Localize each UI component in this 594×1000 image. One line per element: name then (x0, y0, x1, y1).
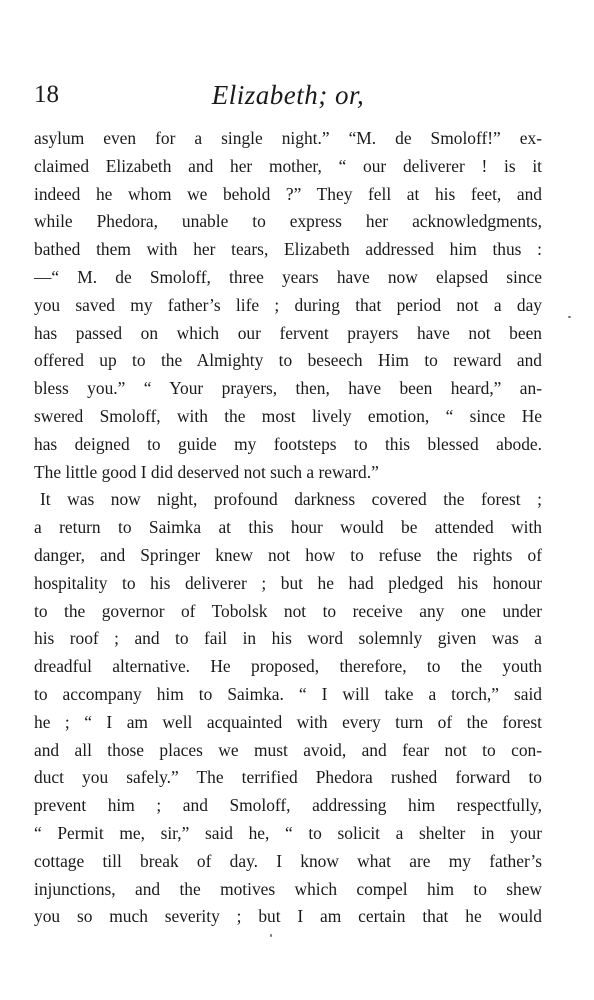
text-line: “ Permit me, sir,” said he, “ to solicit a shelter in your (34, 822, 542, 843)
text-line: to accompany him to Saimka. “ I will take a torch,” said (34, 683, 542, 704)
print-speck (568, 316, 571, 318)
page-number: 18 (34, 81, 59, 108)
text-line: he ; “ I am well acquainted with every turn of the forest (34, 711, 542, 732)
body-text (34, 125, 542, 931)
text-line: prevent him ; and Smoloff, addressing him respectfully, (34, 795, 542, 816)
text-line: asylum even for a single night.” “M. de Smoloff!” ex- (34, 128, 542, 148)
page-header (34, 80, 542, 114)
text-line: has passed on which our fervent prayers have not been (34, 322, 542, 343)
text-line: his roof ; and to fail in his word solemnly given was a (34, 628, 542, 649)
text-line: —“ M. de Smoloff, three years have now elapsed since (34, 266, 542, 287)
text-line: bless you.” “ Your prayers, then, have been heard,” an- (34, 378, 542, 399)
print-speck (270, 934, 272, 937)
text-line: you so much severity ; but I am certain that he would (34, 906, 542, 927)
text-line: you saved my father’s life ; during that period not a day (34, 294, 542, 315)
text-line: offered up to the Almighty to beseech Him to reward and (34, 350, 542, 371)
text-line: while Phedora, unable to express her acknowledgments, (34, 211, 542, 232)
text-line: injunctions, and the motives which compel him to shew (34, 878, 542, 899)
text-line: to the governor of Tobolsk not to receive any one under (34, 600, 542, 621)
text-line: It was now night, profound darkness covered the forest ; (40, 489, 542, 510)
text-line: bathed them with her tears, Elizabeth addressed him thus : (34, 239, 542, 260)
text-line: a return to Saimka at this hour would be attended with (34, 517, 542, 538)
text-line: swered Smoloff, with the most lively emotion, “ since He (34, 405, 542, 426)
text-line: cottage till break of day. I know what are my father’s (34, 850, 542, 871)
text-line: danger, and Springer knew not how to refuse the rights of (34, 544, 542, 565)
text-line: duct you safely.” The terrified Phedora rushed forward to (34, 767, 542, 788)
text-line: claimed Elizabeth and her mother, “ our deliverer ! is it (34, 155, 542, 176)
running-title: Elizabeth; or, (211, 80, 365, 110)
text-line: indeed he whom we behold ?” They fell at his feet, and (34, 183, 542, 204)
text-line: has deigned to guide my footsteps to this blessed abode. (34, 433, 542, 454)
text-line: dreadful alternative. He proposed, therefore, to the youth (34, 656, 542, 677)
text-line: and all those places we must avoid, and fear not to con- (34, 739, 542, 760)
text-line: hospitality to his deliverer ; but he had pledged his honour (34, 572, 542, 593)
text-line: The little good I did deserved not such a reward.” (34, 461, 379, 482)
